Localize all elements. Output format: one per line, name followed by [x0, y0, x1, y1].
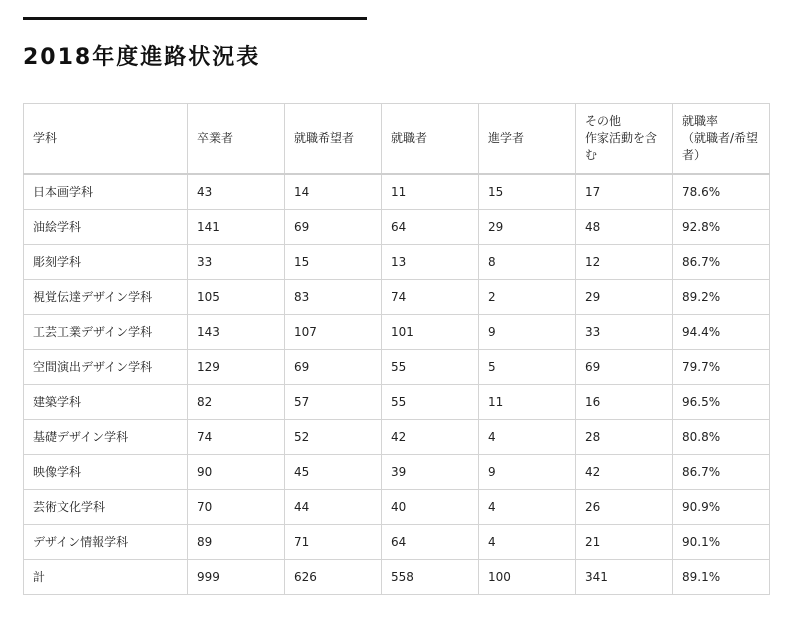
- cell-job-seekers: 107: [285, 315, 382, 350]
- cell-other: 16: [576, 385, 673, 420]
- cell-department: 計: [24, 560, 188, 595]
- cell-graduates: 82: [188, 385, 285, 420]
- table-row: [24, 210, 770, 245]
- cell-employed: 40: [382, 490, 479, 525]
- cell-further-study: 4: [479, 525, 576, 560]
- cell-employment-rate: 94.4%: [673, 315, 770, 350]
- cell-employed: 101: [382, 315, 479, 350]
- table-row: [24, 455, 770, 490]
- cell-employed: 39: [382, 455, 479, 490]
- cell-other: 48: [576, 210, 673, 245]
- cell-employment-rate: 86.7%: [673, 455, 770, 490]
- cell-other: 341: [576, 560, 673, 595]
- cell-department: 油絵学科: [24, 210, 188, 245]
- cell-job-seekers: 14: [285, 174, 382, 210]
- cell-department: 映像学科: [24, 455, 188, 490]
- cell-job-seekers: 44: [285, 490, 382, 525]
- cell-other: 17: [576, 174, 673, 210]
- cell-department: デザイン情報学科: [24, 525, 188, 560]
- cell-graduates: 999: [188, 560, 285, 595]
- cell-job-seekers: 45: [285, 455, 382, 490]
- cell-job-seekers: 69: [285, 350, 382, 385]
- table-container: [23, 103, 770, 595]
- cell-graduates: 90: [188, 455, 285, 490]
- cell-further-study: 4: [479, 420, 576, 455]
- cell-further-study: 8: [479, 245, 576, 280]
- table-row: [24, 490, 770, 525]
- cell-employed: 42: [382, 420, 479, 455]
- cell-graduates: 74: [188, 420, 285, 455]
- table-row: [24, 525, 770, 560]
- cell-further-study: 15: [479, 174, 576, 210]
- table-row: [24, 385, 770, 420]
- cell-graduates: 129: [188, 350, 285, 385]
- cell-graduates: 89: [188, 525, 285, 560]
- cell-employed: 13: [382, 245, 479, 280]
- cell-graduates: 141: [188, 210, 285, 245]
- table-row: [24, 174, 770, 210]
- cell-other: 12: [576, 245, 673, 280]
- cell-job-seekers: 57: [285, 385, 382, 420]
- cell-other: 29: [576, 280, 673, 315]
- cell-further-study: 100: [479, 560, 576, 595]
- cell-employment-rate: 80.8%: [673, 420, 770, 455]
- cell-graduates: 143: [188, 315, 285, 350]
- cell-employment-rate: 78.6%: [673, 174, 770, 210]
- cell-department: 工芸工業デザイン学科: [24, 315, 188, 350]
- cell-graduates: 33: [188, 245, 285, 280]
- cell-further-study: 5: [479, 350, 576, 385]
- cell-job-seekers: 71: [285, 525, 382, 560]
- cell-other: 33: [576, 315, 673, 350]
- cell-employment-rate: 79.7%: [673, 350, 770, 385]
- cell-department: 建築学科: [24, 385, 188, 420]
- cell-job-seekers: 69: [285, 210, 382, 245]
- cell-further-study: 9: [479, 315, 576, 350]
- cell-employment-rate: 89.1%: [673, 560, 770, 595]
- cell-employed: 64: [382, 210, 479, 245]
- cell-job-seekers: 626: [285, 560, 382, 595]
- header-graduates: 卒業者: [188, 104, 285, 175]
- cell-other: 28: [576, 420, 673, 455]
- cell-further-study: 4: [479, 490, 576, 525]
- cell-department: 空間演出デザイン学科: [24, 350, 188, 385]
- header-department: 学科: [24, 104, 188, 175]
- header-other: その他 作家活動を含む: [576, 104, 673, 175]
- header-further-study: 進学者: [479, 104, 576, 175]
- cell-department: 視覚伝達デザイン学科: [24, 280, 188, 315]
- table-body: [24, 174, 770, 595]
- cell-employment-rate: 90.9%: [673, 490, 770, 525]
- cell-further-study: 9: [479, 455, 576, 490]
- page-title: 2018年度進路状況表: [23, 45, 261, 70]
- table-row: [24, 245, 770, 280]
- cell-department: 彫刻学科: [24, 245, 188, 280]
- cell-other: 26: [576, 490, 673, 525]
- table-header-row: [24, 104, 770, 175]
- cell-job-seekers: 15: [285, 245, 382, 280]
- top-rule: [23, 17, 367, 20]
- cell-department: 基礎デザイン学科: [24, 420, 188, 455]
- cell-employment-rate: 89.2%: [673, 280, 770, 315]
- cell-employed: 558: [382, 560, 479, 595]
- cell-employment-rate: 92.8%: [673, 210, 770, 245]
- cell-employment-rate: 90.1%: [673, 525, 770, 560]
- table-row: [24, 420, 770, 455]
- header-job-seekers: 就職希望者: [285, 104, 382, 175]
- table-total-row: [24, 560, 770, 595]
- career-status-table: [23, 103, 770, 595]
- cell-employed: 55: [382, 350, 479, 385]
- cell-employed: 74: [382, 280, 479, 315]
- table-row: [24, 280, 770, 315]
- cell-employed: 11: [382, 174, 479, 210]
- cell-further-study: 2: [479, 280, 576, 315]
- header-employment-rate: 就職率 （就職者/希望者）: [673, 104, 770, 175]
- cell-further-study: 11: [479, 385, 576, 420]
- cell-graduates: 70: [188, 490, 285, 525]
- cell-other: 42: [576, 455, 673, 490]
- cell-job-seekers: 52: [285, 420, 382, 455]
- cell-other: 21: [576, 525, 673, 560]
- cell-department: 芸術文化学科: [24, 490, 188, 525]
- cell-employment-rate: 96.5%: [673, 385, 770, 420]
- cell-job-seekers: 83: [285, 280, 382, 315]
- cell-employment-rate: 86.7%: [673, 245, 770, 280]
- cell-employed: 64: [382, 525, 479, 560]
- cell-further-study: 29: [479, 210, 576, 245]
- cell-department: 日本画学科: [24, 174, 188, 210]
- cell-graduates: 43: [188, 174, 285, 210]
- table-row: [24, 315, 770, 350]
- cell-employed: 55: [382, 385, 479, 420]
- header-employed: 就職者: [382, 104, 479, 175]
- cell-other: 69: [576, 350, 673, 385]
- cell-graduates: 105: [188, 280, 285, 315]
- table-row: [24, 350, 770, 385]
